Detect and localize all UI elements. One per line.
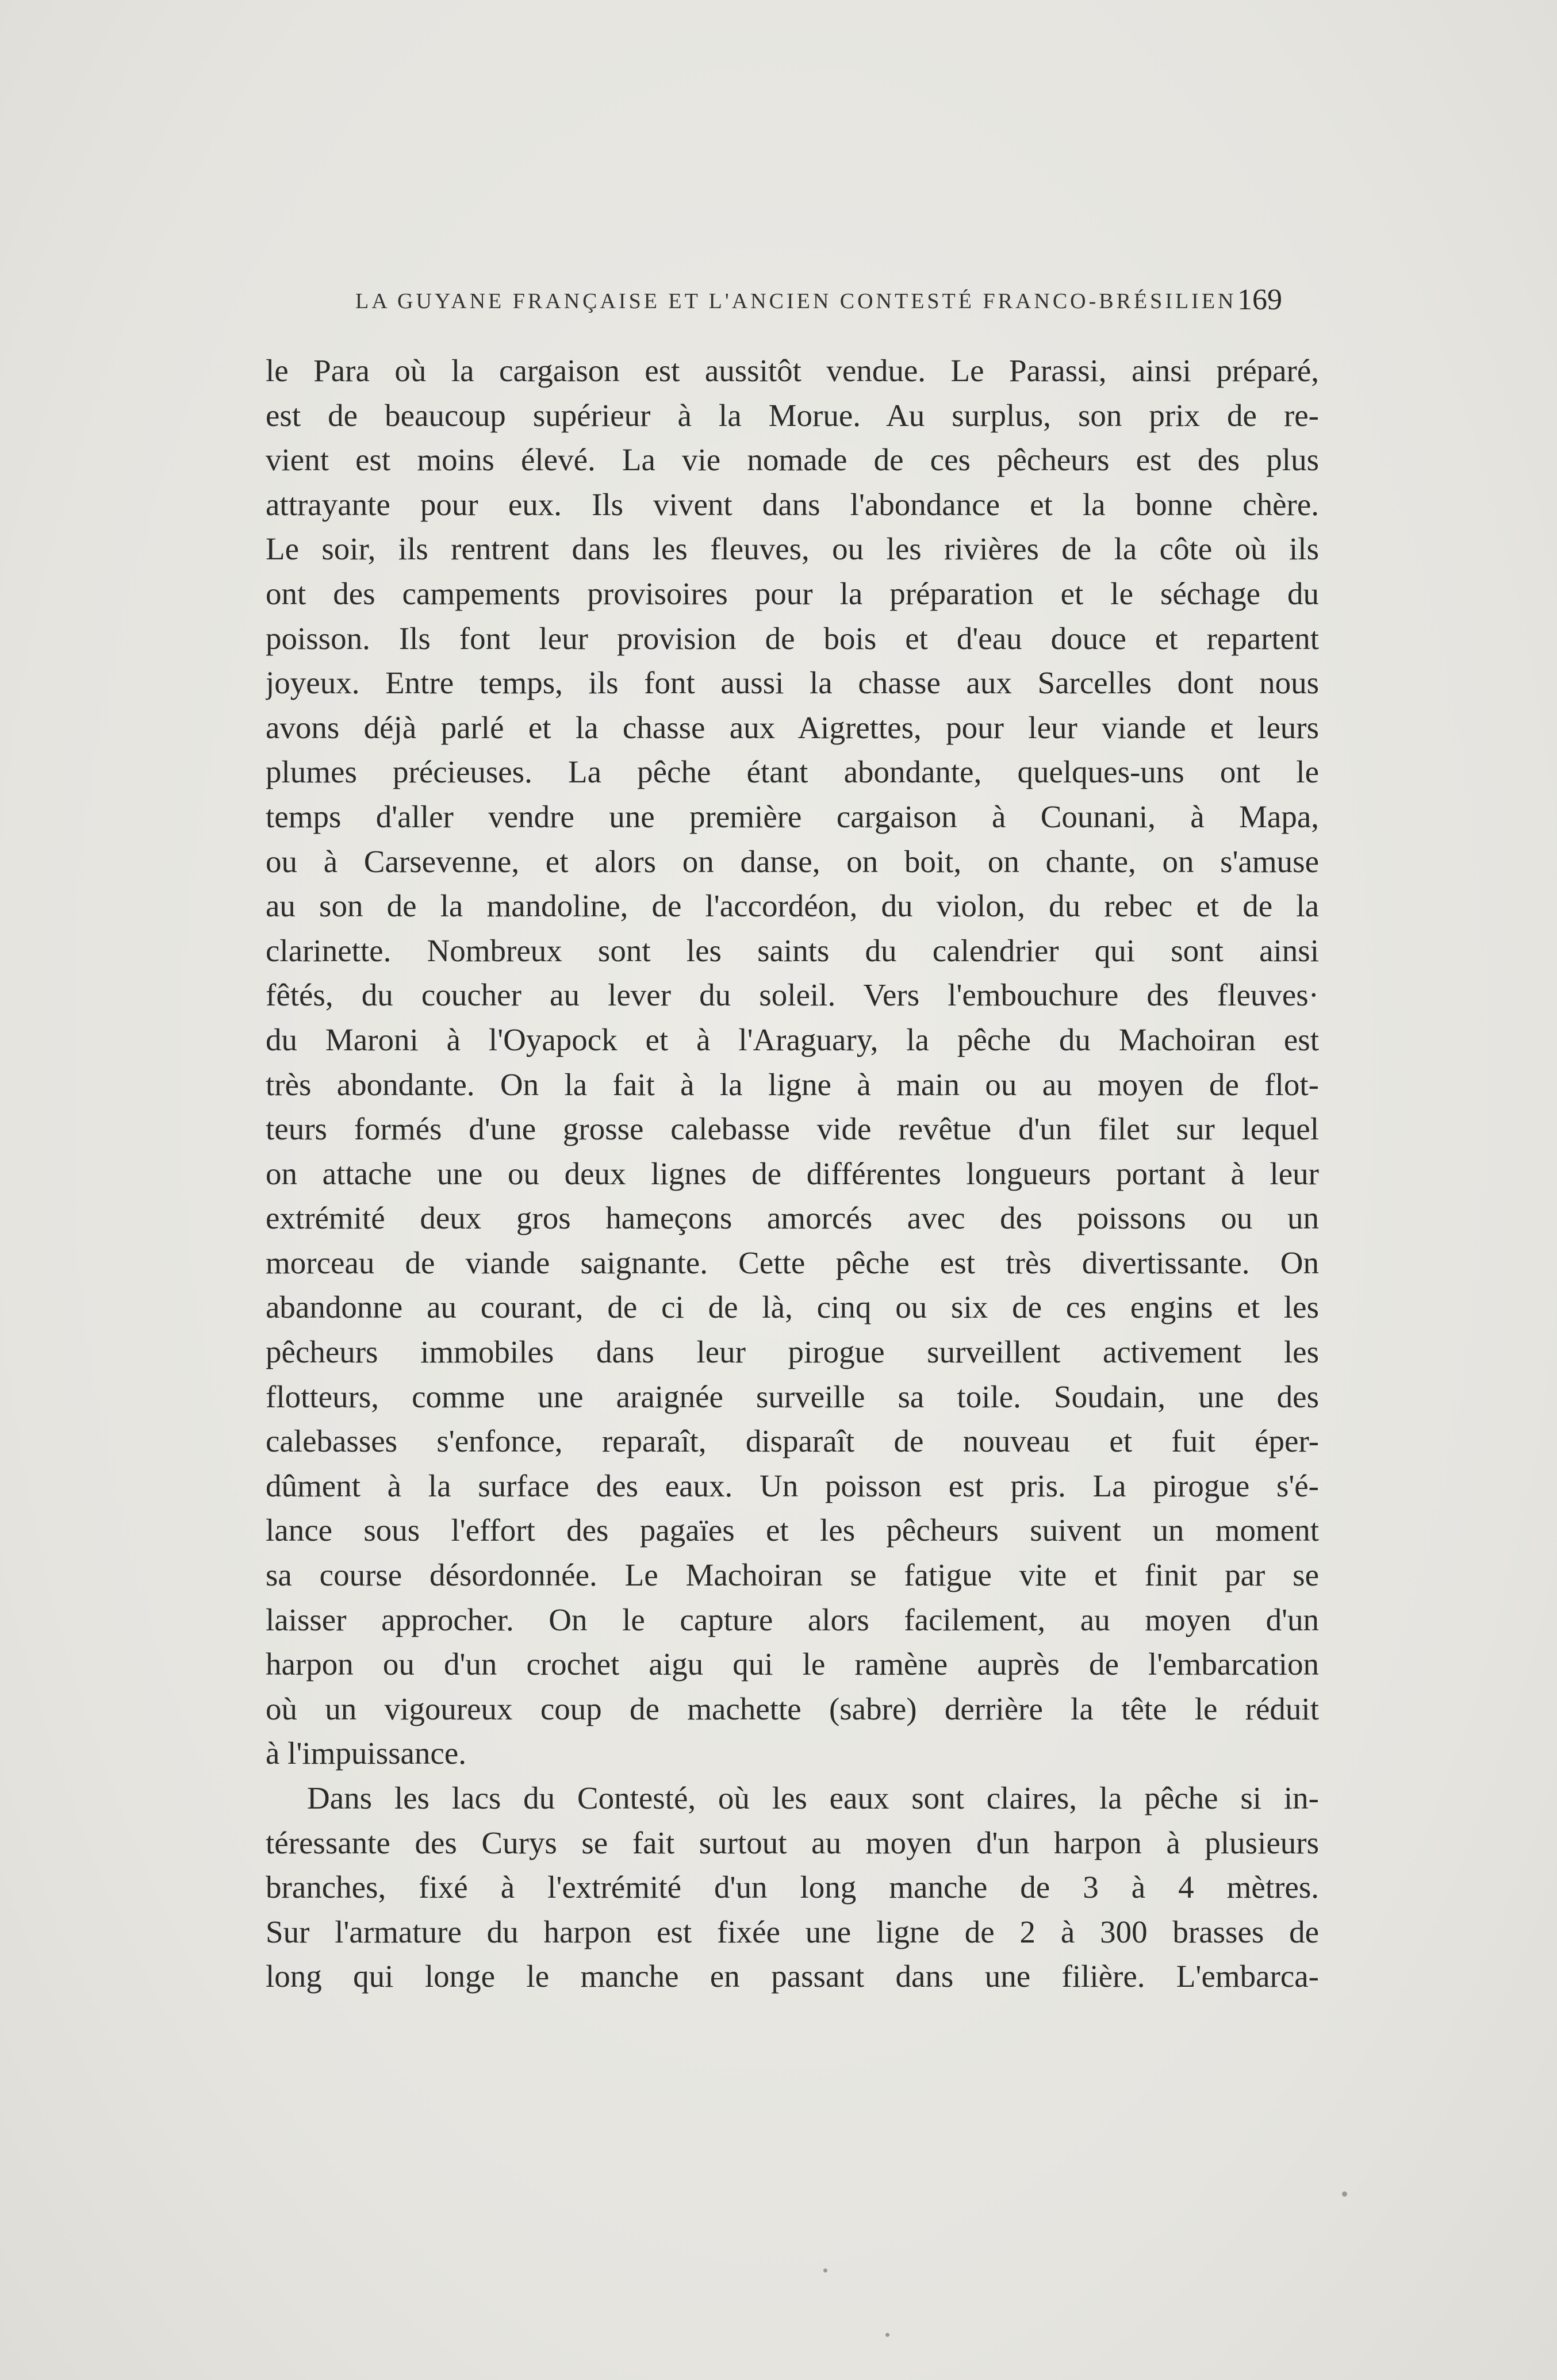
body-text [266, 348, 1319, 1999]
text-line: extrémité deux gros hameçons amorcés avec des poissons ou un [266, 1200, 1319, 1236]
text-line: du Maroni à l'Oyapock et à l'Araguary, la pêche du Machoiran est [266, 1022, 1319, 1057]
text-line: flotteurs, comme une araignée surveille sa toile. Soudain, une des [266, 1379, 1319, 1414]
text-line: où un vigoureux coup de machette (sabre) derrière la tête le réduit [266, 1691, 1319, 1726]
text-line: joyeux. Entre temps, ils font aussi la chasse aux Sarcelles dont nous [266, 665, 1319, 701]
text-line: vient est moins élevé. La vie nomade de ces pêcheurs est des plus [266, 442, 1319, 478]
text-line: poisson. Ils font leur provision de bois et d'eau douce et repartent [266, 620, 1319, 656]
text-line: temps d'aller vendre une première cargaison à Counani, à Mapa, [266, 799, 1319, 834]
text-line: calebasses s'enfonce, reparaît, disparaît de nouveau et fuit éper- [266, 1423, 1319, 1459]
text-line: pêcheurs immobiles dans leur pirogue surveillent activement les [266, 1334, 1319, 1370]
text-line: clarinette. Nombreux sont les saints du calendrier qui sont ainsi [266, 932, 1319, 968]
text-line: est de beaucoup supérieur à la Morue. Au surplus, son prix de re- [266, 397, 1319, 433]
text-line: laisser approcher. On le capture alors facilement, au moyen d'un [266, 1602, 1319, 1637]
text-line: attrayante pour eux. Ils vivent dans l'abondance et la bonne chère. [266, 486, 1319, 522]
paper-speck [1342, 2191, 1347, 2197]
text-line: téressante des Curys se fait surtout au moyen d'un harpon à plusieurs [266, 1825, 1319, 1860]
text-line: teurs formés d'une grosse calebasse vide revêtue d'un filet sur lequel [266, 1111, 1319, 1147]
text-line: Sur l'armature du harpon est fixée une ligne de 2 à 300 brasses de [266, 1914, 1319, 1949]
paragraph-end-line: à l'impuissance. [266, 1736, 466, 1771]
text-line: avons déjà parlé et la chasse aux Aigrettes, pour leur viande et leurs [266, 709, 1319, 745]
text-line: très abondante. On la fait à la ligne à main ou au moyen de flot- [266, 1066, 1319, 1102]
text-line: morceau de viande saignante. Cette pêche est très divertissante. On [266, 1245, 1319, 1280]
text-line: Le soir, ils rentrent dans les fleuves, ou les rivières de la côte où ils [266, 531, 1319, 567]
text-line: long qui longe le manche en passant dans une filière. L'embarca- [266, 1959, 1319, 1994]
text-line: on attache une ou deux lignes de différentes longueurs portant à leur [266, 1156, 1319, 1191]
text-line: sa course désordonnée. Le Machoiran se fatigue vite et finit par se [266, 1557, 1319, 1593]
text-line: ont des campements provisoires pour la préparation et le séchage du [266, 575, 1319, 611]
paper-speck [823, 2268, 827, 2272]
text-line: plumes précieuses. La pêche étant abondante, quelques-uns ont le [266, 754, 1319, 790]
paper-speck [885, 2333, 889, 2337]
text-line: fêtés, du coucher au lever du soleil. Vers l'embouchure des fleuves· [266, 977, 1319, 1013]
text-line: abandonne au courant, de ci de là, cinq ou six de ces engins et les [266, 1289, 1319, 1325]
text-line: le Para où la cargaison est aussitôt vendue. Le Parassi, ainsi préparé, [266, 353, 1319, 388]
text-line: au son de la mandoline, de l'accordéon, du violon, du rebec et de la [266, 888, 1319, 924]
page-number: 169 [1237, 283, 1282, 316]
text-line: branches, fixé à l'extrémité d'un long manche de 3 à 4 mètres. [266, 1870, 1319, 1905]
running-title: LA GUYANE FRANÇAISE ET L'ANCIEN CONTESTÉ FRANCO-BRÉSILIEN [355, 289, 1237, 313]
paragraph-start-line: Dans les lacs du Contesté, où les eaux sont claires, la pêche si in- [307, 1780, 1319, 1815]
text-line: lance sous l'effort des pagaïes et les pêcheurs suivent un moment [266, 1513, 1319, 1548]
text-line: harpon ou d'un crochet aigu qui le ramène auprès de l'embarcation [266, 1646, 1319, 1682]
text-line: dûment à la surface des eaux. Un poisson est pris. La pirogue s'é- [266, 1468, 1319, 1503]
running-head [355, 283, 1282, 316]
text-line: ou à Carsevenne, et alors on danse, on boit, on chante, on s'amuse [266, 843, 1319, 879]
